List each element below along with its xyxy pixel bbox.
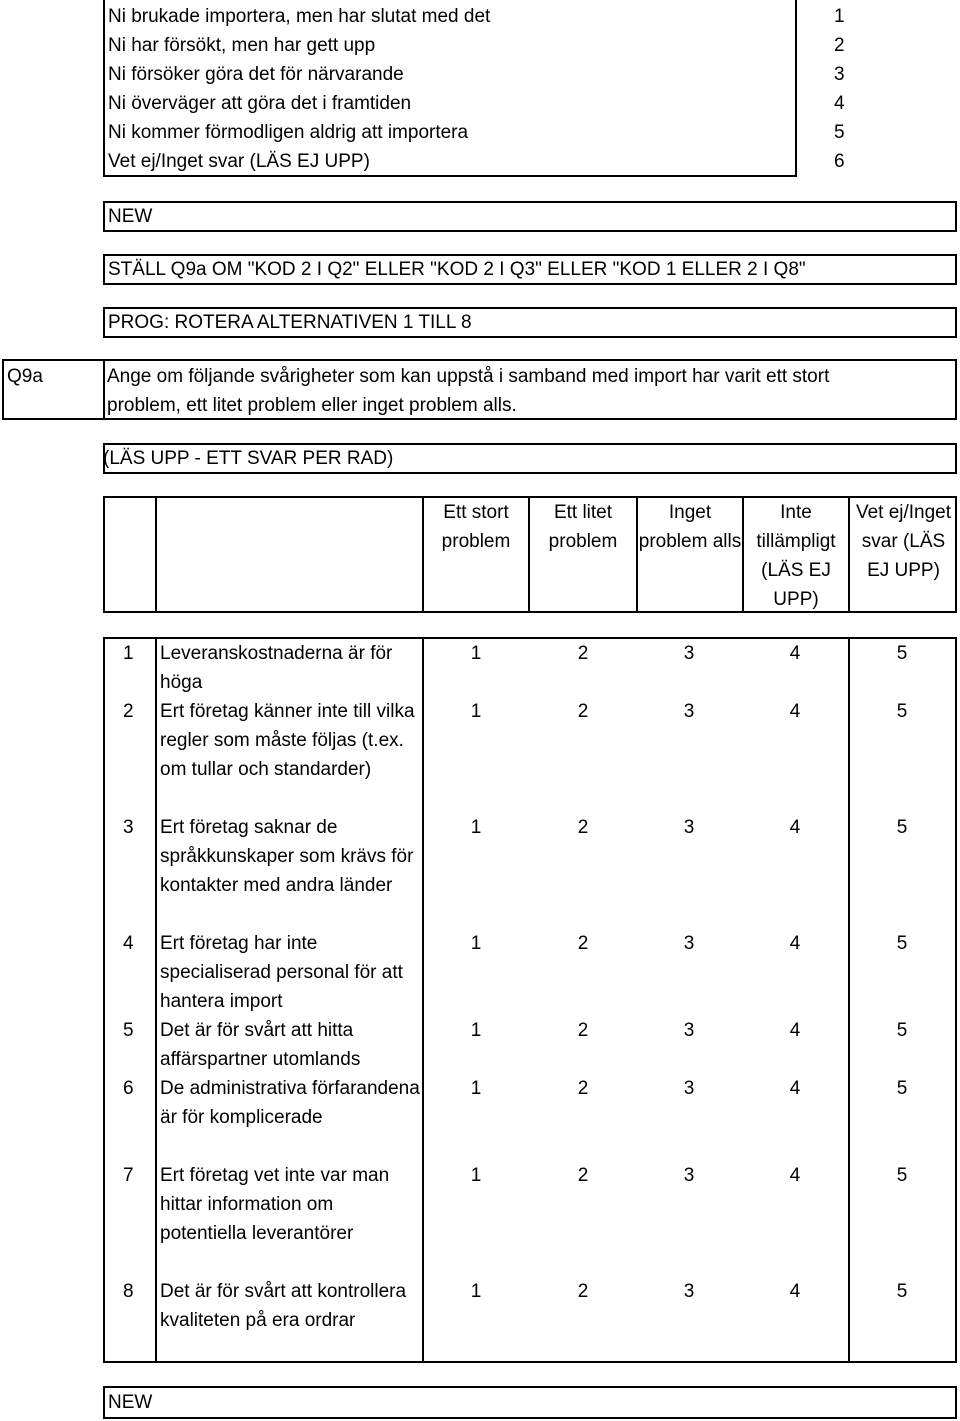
answer-code[interactable]: 1 <box>470 1020 482 1041</box>
answer-code[interactable]: 2 <box>577 1281 589 1302</box>
answer-code[interactable]: 2 <box>577 643 589 664</box>
item-text: Ert företag känner inte till vilka regler som måste följas (t.ex. om tullar och standarder) <box>160 701 415 780</box>
answer-code[interactable]: 2 <box>577 817 589 838</box>
answer-code[interactable]: 1 <box>470 701 482 722</box>
option-label: Ni brukade importera, men har slutat med det <box>108 6 491 27</box>
item-number: 5 <box>123 1020 134 1041</box>
answer-code[interactable]: 4 <box>789 933 801 954</box>
answer-code[interactable]: 1 <box>470 1281 482 1302</box>
prog-note-box <box>103 307 957 338</box>
option-label: Ni har försökt, men har gett upp <box>108 35 376 56</box>
item-text: Ert företag har inte specialiserad personal för att hantera import <box>160 933 403 1012</box>
item-text: De administrativa förfarandena är för komplicerade <box>160 1078 420 1128</box>
option-label: Ni kommer förmodligen aldrig att importera <box>108 122 469 143</box>
item-text: Det är för svårt att kontrollera kvaliteten på era ordrar <box>160 1281 407 1331</box>
answer-code[interactable]: 2 <box>577 1020 589 1041</box>
item-number: 1 <box>123 643 134 664</box>
answer-code[interactable]: 5 <box>896 1281 908 1302</box>
question-id: Q9a <box>7 366 43 387</box>
option-code: 1 <box>834 6 845 27</box>
column-header: Inget problem alls <box>638 502 742 552</box>
item-number: 3 <box>123 817 134 838</box>
answer-code[interactable]: 1 <box>470 1078 482 1099</box>
answer-code[interactable]: 3 <box>683 643 695 664</box>
option-code: 5 <box>834 122 845 143</box>
new-label: NEW <box>108 1392 153 1413</box>
answer-code[interactable]: 5 <box>896 933 908 954</box>
answer-code[interactable]: 2 <box>577 1165 589 1186</box>
option-code: 6 <box>834 151 845 172</box>
option-label: Vet ej/Inget svar (LÄS EJ UPP) <box>108 151 370 172</box>
answer-code[interactable]: 5 <box>896 1078 908 1099</box>
item-number: 7 <box>123 1165 134 1186</box>
option-label: Ni överväger att göra det i framtiden <box>108 93 412 114</box>
column-header: Ett litet problem <box>548 502 618 552</box>
answer-code[interactable]: 3 <box>683 1078 695 1099</box>
answer-code[interactable]: 4 <box>789 1078 801 1099</box>
condition-text: STÄLL Q9a OM "KOD 2 I Q2" ELLER "KOD 2 I Q3" ELLER "KOD 1 ELLER 2 I Q8" <box>108 259 806 280</box>
item-number: 4 <box>123 933 134 954</box>
answer-code[interactable]: 4 <box>789 817 801 838</box>
answer-code[interactable]: 4 <box>789 643 801 664</box>
instruction-text: (LÄS UPP - ETT SVAR PER RAD) <box>103 448 394 469</box>
answer-code[interactable]: 4 <box>789 701 801 722</box>
question-text: Ange om följande svårigheter som kan uppstå i samband med import har varit ett stort problem, ett litet problem eller inget problem alls. <box>107 366 830 416</box>
item-text: Det är för svårt att hitta affärspartner utomlands <box>160 1020 361 1070</box>
answer-code[interactable]: 3 <box>683 1020 695 1041</box>
option-code: 2 <box>834 35 845 56</box>
answer-code[interactable]: 5 <box>896 817 908 838</box>
item-number: 8 <box>123 1281 134 1302</box>
answer-code[interactable]: 5 <box>896 643 908 664</box>
answer-code[interactable]: 3 <box>683 817 695 838</box>
item-text: Ert företag saknar de språkkunskaper som krävs för kontakter med andra länder <box>160 817 414 896</box>
item-text: Leveranskostnaderna är för höga <box>160 643 393 693</box>
new-box-bottom <box>103 1386 957 1419</box>
answer-code[interactable]: 5 <box>896 701 908 722</box>
option-code: 4 <box>834 93 845 114</box>
item-text: Ert företag vet inte var man hittar information om potentiella leverantörer <box>160 1165 390 1244</box>
column-header: Inte tillämpligt (LÄS EJ UPP) <box>756 502 836 610</box>
new-label: NEW <box>108 206 153 227</box>
prog-note-text: PROG: ROTERA ALTERNATIVEN 1 TILL 8 <box>108 312 472 333</box>
item-number: 6 <box>123 1078 134 1099</box>
condition-box <box>103 254 957 285</box>
answer-code[interactable]: 3 <box>683 701 695 722</box>
answer-code[interactable]: 1 <box>470 817 482 838</box>
column-header: Ett stort problem <box>441 502 511 552</box>
answer-code[interactable]: 1 <box>470 643 482 664</box>
answer-code[interactable]: 1 <box>470 1165 482 1186</box>
answer-code[interactable]: 4 <box>789 1165 801 1186</box>
column-header: Vet ej/Inget svar (LÄS EJ UPP) <box>855 502 952 581</box>
option-label: Ni försöker göra det för närvarande <box>108 64 404 85</box>
item-number: 2 <box>123 701 134 722</box>
instruction-box <box>103 443 957 474</box>
answer-code[interactable]: 2 <box>577 1078 589 1099</box>
answer-code[interactable]: 4 <box>789 1020 801 1041</box>
answer-code[interactable]: 3 <box>683 1281 695 1302</box>
answer-code[interactable]: 2 <box>577 933 589 954</box>
answer-code[interactable]: 4 <box>789 1281 801 1302</box>
option-code: 3 <box>834 64 845 85</box>
answer-code[interactable]: 1 <box>470 933 482 954</box>
answer-code[interactable]: 3 <box>683 933 695 954</box>
answer-code[interactable]: 5 <box>896 1020 908 1041</box>
answer-code[interactable]: 3 <box>683 1165 695 1186</box>
answer-code[interactable]: 5 <box>896 1165 908 1186</box>
new-box-top <box>103 201 957 232</box>
answer-code[interactable]: 2 <box>577 701 589 722</box>
